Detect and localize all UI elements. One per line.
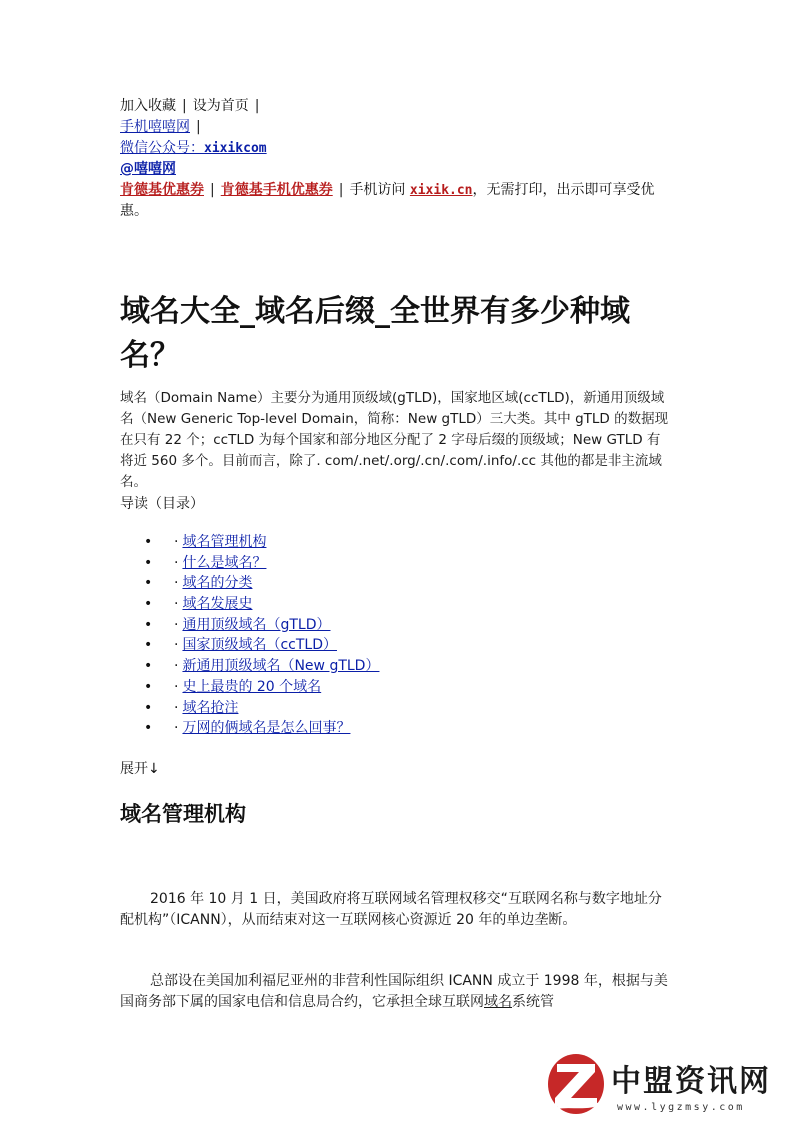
- toc-link-cybersquatting[interactable]: 域名抢注: [182, 699, 239, 716]
- paragraph-2-tail: 系统管: [512, 994, 554, 1010]
- page-title: 域名大全_域名后缀_全世界有多少种域名？: [120, 294, 630, 373]
- paragraph-2-text: 总部设在美国加利福尼亚州的非营利性国际组织 ICANN 成立于 1998 年，根据与美国商务部下属的国家电信和信息局合约，它承担全球互联网: [120, 973, 668, 1010]
- toc-label: 导读（目录）: [120, 496, 204, 512]
- bullet-icon: •: [144, 637, 153, 654]
- toc-prefix: ·: [174, 575, 179, 592]
- table-of-contents: [144, 532, 379, 739]
- z-logo-icon: [545, 1050, 607, 1116]
- separator: |: [254, 98, 260, 114]
- kfc-mobile-coupon-link[interactable]: 肯德基手机优惠券: [220, 182, 333, 198]
- toc-link-classification[interactable]: 域名的分类: [182, 575, 253, 592]
- expand-toggle[interactable]: 展开↓: [120, 761, 160, 777]
- toc-link-most-expensive[interactable]: 史上最贵的 20 个域名: [182, 678, 322, 695]
- separator: |: [182, 98, 187, 114]
- wechat-row: [120, 138, 672, 159]
- toc-link-history[interactable]: 域名发展史: [182, 596, 253, 613]
- wechat-id: xixikcom: [204, 141, 267, 156]
- intro-paragraph: 域名（Domain Name）主要分为通用顶级域(gTLD)，国家地区域(ccTLD)，新通用顶级域名（New Generic Top-level Domain，简称：New gTLD）三大类。其中 gTLD 的数据现在只有 22 个；ccTLD 为每个国家和部分地区分配了 2 字母后缀的顶级域；New GTLD 有将近 560 多个。目前而言，除了. com/.net/.org/.cn/.com/.info/.cc 其他的都是非主流域名。: [120, 390, 669, 490]
- mobile-row: [120, 117, 672, 138]
- bullet-icon: •: [144, 658, 153, 675]
- bullet-icon: •: [144, 596, 153, 613]
- toc-link-gtld[interactable]: 通用顶级域名（gTLD）: [182, 616, 331, 633]
- toc-prefix: ·: [174, 720, 179, 737]
- mobile-site-link[interactable]: 手机嘻嘻网: [120, 119, 190, 135]
- watermark-logo: [545, 1050, 785, 1116]
- bullet-icon: •: [144, 534, 153, 550]
- toc-link-management[interactable]: 域名管理机构: [182, 534, 267, 550]
- set-homepage-link[interactable]: 设为首页: [192, 98, 249, 114]
- add-favorite-link[interactable]: 加入收藏: [120, 98, 176, 114]
- toc-item: [144, 677, 379, 698]
- domain-inline-link[interactable]: 域名: [484, 994, 512, 1010]
- bullet-icon: •: [144, 678, 153, 695]
- toc-item: [144, 635, 379, 656]
- watermark-brand: 中盟资讯网: [611, 1064, 771, 1099]
- toc-link-cctld[interactable]: 国家顶级域名（ccTLD）: [182, 637, 337, 654]
- paragraph-2: [120, 971, 672, 1013]
- toc-link-what-is-domain[interactable]: 什么是域名？: [182, 554, 267, 571]
- toc-item: [144, 573, 379, 594]
- mobile-visit-suffix: ，无需打印，出示即可享受优惠。: [120, 182, 655, 219]
- section-title: 域名管理机构: [120, 801, 246, 826]
- separator: |: [338, 182, 344, 198]
- toc-prefix: ·: [174, 534, 179, 550]
- weibo-link[interactable]: @嘻嘻网: [120, 161, 176, 177]
- wechat-link[interactable]: [120, 140, 267, 156]
- toc-prefix: ·: [174, 658, 179, 675]
- separator: |: [210, 182, 215, 198]
- bullet-icon: •: [144, 699, 153, 716]
- mobile-visit-prefix: 手机访问: [349, 182, 406, 198]
- toc-item: [144, 553, 379, 574]
- toc-prefix: ·: [174, 554, 179, 571]
- toc-link-new-gtld[interactable]: 新通用顶级域名（New gTLD）: [182, 658, 380, 675]
- wechat-label: 微信公众号：: [120, 140, 204, 156]
- toc-prefix: ·: [174, 678, 179, 695]
- bullet-icon: •: [144, 616, 153, 633]
- toc-prefix: ·: [174, 596, 179, 613]
- header-links: [120, 96, 672, 222]
- favorite-row: [120, 96, 672, 117]
- toc-item: [144, 615, 379, 636]
- toc-prefix: ·: [174, 637, 179, 654]
- toc-item: [144, 656, 379, 677]
- mobile-visit-domain-link[interactable]: xixik.cn: [409, 183, 473, 198]
- bullet-icon: •: [144, 554, 153, 571]
- watermark-url: www.lygzmsy.com: [617, 1102, 745, 1113]
- toc-link-wanwang[interactable]: 万网的俩域名是怎么回事？: [182, 720, 351, 737]
- toc-prefix: ·: [174, 699, 179, 716]
- weibo-row: [120, 159, 672, 180]
- toc-item: [144, 698, 379, 719]
- toc-item: [144, 718, 379, 739]
- bullet-icon: •: [144, 575, 153, 592]
- bullet-icon: •: [144, 720, 153, 737]
- separator: |: [196, 119, 201, 135]
- toc-item: [144, 532, 379, 553]
- coupon-row: [120, 180, 672, 222]
- toc-item: [144, 594, 379, 615]
- paragraph-1: 2016 年 10 月 1 日，美国政府将互联网域名管理权移交“互联网名称与数字地址分配机构”（ICANN），从而结束对这一互联网核心资源近 20 年的单边垄断。: [120, 891, 662, 928]
- toc-prefix: ·: [174, 616, 179, 633]
- kfc-coupon-link[interactable]: 肯德基优惠券: [120, 182, 204, 198]
